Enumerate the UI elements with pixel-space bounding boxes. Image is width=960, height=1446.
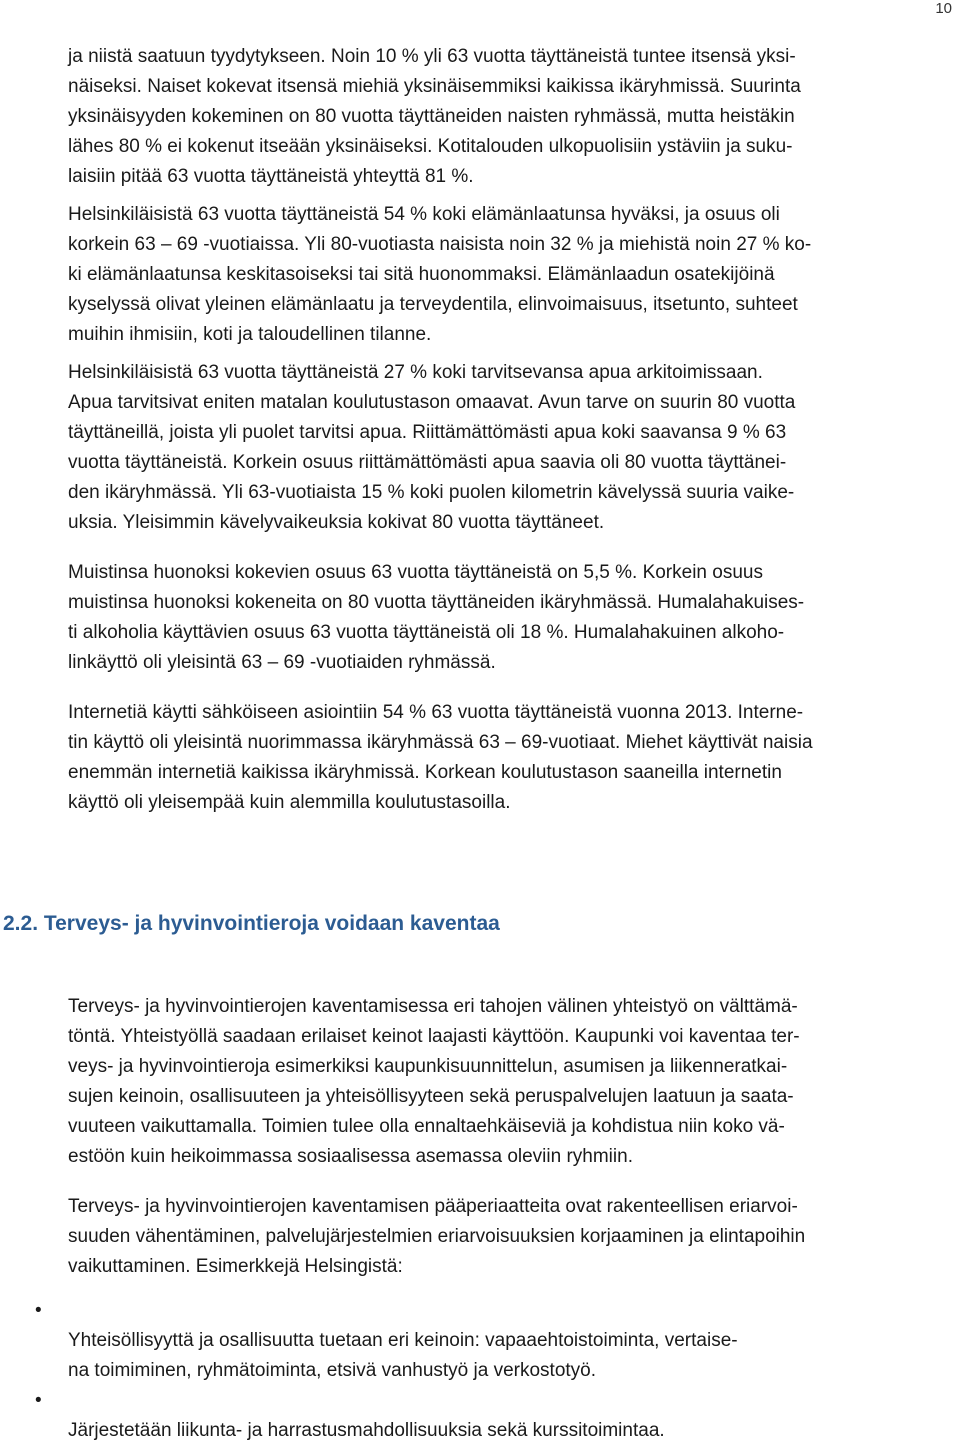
page-number: 10 — [935, 0, 952, 17]
paragraph-memory-alcohol: Muistinsa huonoksi kokevien osuus 63 vuotta täyttäneistä on 5,5 %. Korkein osuus muistinsa huonoksi kokeneita on 80 vuotta täyttäneiden ikäryhmässä. Humalahakuises- ti alkoholia käyttävien osuus 63 vuotta täyttäneistä oli 18 %. Humalahakuinen alkoho- linkäyttö oli yleisintä 63 – 69 -vuotiaiden ryhmässä. — [68, 562, 805, 673]
list-item-text: Järjestetään liikunta- ja harrastusmahdollisuuksia sekä kurssitoimintaa. — [68, 1420, 665, 1441]
list-item-text: Yhteisöllisyyttä ja osallisuutta tuetaan eri keinoin: vapaaehtoistoiminta, vertaise- na toimiminen, ryhmätoiminta, etsivä vanhustyö ja verkostotyö. — [68, 1330, 738, 1381]
section-heading: 2.2. Terveys- ja hyvinvointieroja voidaan kaventaa — [3, 912, 500, 935]
bullet-icon: • — [35, 1300, 42, 1321]
examples-list — [35, 1296, 958, 1446]
paragraph-quality-of-life: Helsinkiläisistä 63 vuotta täyttäneistä 54 % koki elämänlaatunsa hyväksi, ja osuus oli korkein 63 – 69 -vuotiaissa. Yli 80-vuotiasta naisista noin 32 % ja miehistä noin 27 % ko- ki elämänlaatunsa keskitasoiseksi tai sitä huonommaksi. Elämänlaadun osatekijöinä kyselyssä olivat yleinen elämänlaatu ja terveydentila, elinvoimaisuus, itsetunto, suhteet muihin ihmisiin, koti ja taloudellinen tilanne. — [68, 204, 812, 345]
bullet-icon: • — [35, 1390, 42, 1411]
list-item — [0, 1386, 958, 1446]
list-item — [0, 1296, 958, 1386]
paragraph-need-for-help: Helsinkiläisistä 63 vuotta täyttäneistä 27 % koki tarvitsevansa apua arkitoimissaan. Apua tarvitsivat eniten matalan koulutustason omaavat. Avun tarve on suurin 80 vuotta täyttäneillä, joista yli puolet tarvitsi apua. Riittämättömästi apua koki saavansa 9 % 63 vuotta täyttäneistä. Korkein osuus riittämättömästi apua saavia oli 80 vuotta täyttänei- den ikäryhmässä. Yli 63-vuotiaista 15 % koki puolen kilometrin kävelyssä suuria vaike- uksia. Yleisimmin kävelyvaikeuksia kokivat 80 vuotta täyttäneet. — [68, 362, 796, 533]
section-2-body — [35, 992, 958, 1446]
section-1-body — [68, 42, 958, 818]
paragraph-principles: Terveys- ja hyvinvointierojen kaventamisen pääperiaatteita ovat rakenteellisen eriarvoi- suuden vähentäminen, palvelujärjestelmien eriarvoisuuksien korjaaminen ja elintapoihin vaikuttaminen. Esimerkkejä Helsingistä: — [68, 1196, 806, 1277]
paragraph-loneliness: ja niistä saatuun tyydytykseen. Noin 10 % yli 63 vuotta täyttäneistä tuntee itsensä yksi- näiseksi. Naiset kokevat itsensä miehiä yksinäisemmiksi kaikissa ikäryhmissä. Suurinta yksinäisyyden kokeminen on 80 vuotta täyttäneiden naisten ryhmässä, mutta heistäkin lähes 80 % ei kokenut itseään yksinäiseksi. Kotitalouden ulkopuolisiin ystäviin ja suku- laisiin pitää 63 vuotta täyttäneistä yhteyttä 81 %. — [68, 46, 801, 187]
paragraph-cooperation: Terveys- ja hyvinvointierojen kaventamisessa eri tahojen välinen yhteistyö on välttämä- töntä. Yhteistyöllä saadaan erilaiset keinot laajasti käyttöön. Kaupunki voi kaventaa ter- veys- ja hyvinvointieroja esimerkiksi kaupunkisuunnittelun, asumisen ja liikenneratkai- sujen keinoin, osallisuuteen ja yhteisöllisyyteen sekä peruspalvelujen laatuun ja saata- vuuteen vaikuttamalla. Toimien tulee olla ennaltaehkäiseviä ja kohdistua niin koko vä- estöön kuin heikoimmassa sosiaalisessa asemassa oleviin ryhmiin. — [68, 996, 800, 1167]
paragraph-internet-use: Internetiä käytti sähköiseen asiointiin 54 % 63 vuotta täyttäneistä vuonna 2013. Interne- tin käyttö oli yleisintä nuorimmassa ikäryhmässä 63 – 69-vuotiaat. Miehet käyttivät naisia enemmän internetiä kaikissa ikäryhmissä. Korkean koulutustason saaneilla internetin käyttö oli yleisempää kuin alemmilla koulutustasoilla. — [68, 702, 813, 813]
